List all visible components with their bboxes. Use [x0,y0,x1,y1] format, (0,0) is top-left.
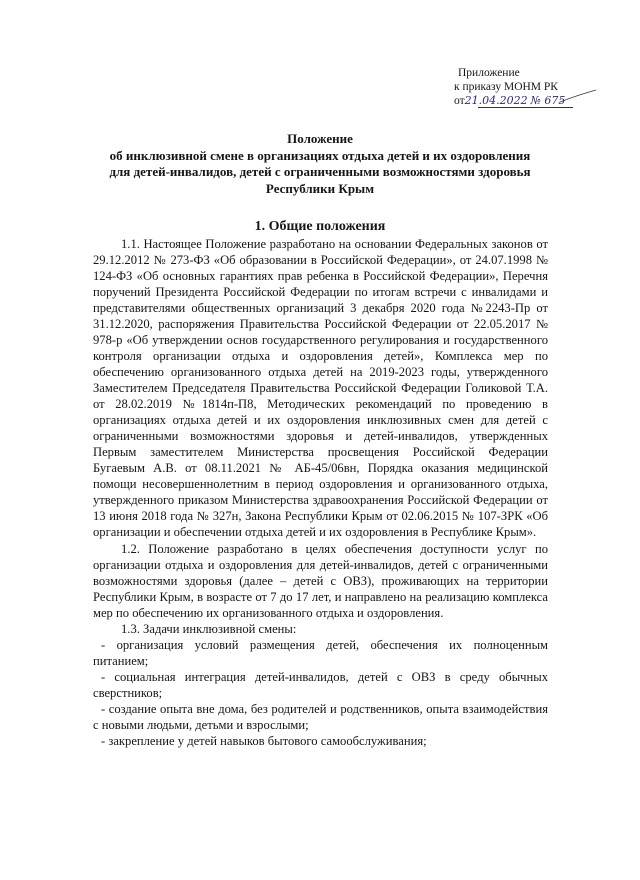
task-item: - создание опыта вне дома, без родителей и родственников, опыта взаимодействия с новыми людьми, детьми и взрослыми; [93,702,548,732]
date-underline [478,107,573,108]
document-body [93,236,548,749]
appendix-date-line [448,94,608,108]
paragraph-1-1: 1.1. Настоящее Положение разработано на основании Федеральных законов от 29.12.2012 № 273-ФЗ «Об образовании в Российской Федерации», от 24.07.1998 № 124-ФЗ «Об основных гарантиях прав ребенка в Российской Федерации», Перечня поручений Президента Российской Федерации по итогам встречи с инвалидами и представителями общественных организаций 3 декабря 2020 года №2243-Пр от 31.12.2020, распоряжения Правительства Российской Федерации от 22.05.2017 № 978-р «Об утверждении основ государственного регулирования и государственного контроля организации отдыха и оздоровления детей», Комплекса мер по обеспечению организованного отдыха детей на 2019-2023 годы, утвержденного Заместителем Председателя Правительства Российской Федерации Голиковой Т.А. от 28.02.2019 №1814п-П8, Методических рекомендаций по проведению в организациях отдыха детей и их оздоровления инклюзивных смен для детей с ограниченными возможностями здоровья и детей-инвалидов, утвержденных Первым заместителем Министерства просвещения Российской Федерации Бугаевым А.В. от 08.11.2021 № АБ-45/06вн, Порядка оказания медицинской помощи несовершеннолетним в период оздоровления и организованного отдыха, утвержденного приказом Министерства здравоохранения Российской Федерации от 13 июня 2018 года № 327н, Закона Республики Крым от 02.06.2015 № 107-ЗРК «Об организации и обеспечении отдыха детей и их оздоровления в Республике Крым». [93,237,548,539]
pen-stroke-icon [558,88,598,106]
appendix-title: Приложение [458,67,520,79]
appendix-date-prefix: от [454,95,465,107]
title-line-3: для детей-инвалидов, детей с ограниченными возможностями здоровья [109,164,531,179]
appendix-handwritten-date: 21.04.2022 [464,94,528,107]
paragraph-1-3: 1.3. Задачи инклюзивной смены: [121,622,297,636]
document-title [80,131,560,197]
task-item: - закрепление у детей навыков бытового самообслуживания; [101,734,427,748]
title-line-1: Положение [287,131,353,146]
appendix-note [448,66,608,108]
task-item: - социальная интеграция детей-инвалидов, детей с ОВЗ в среду обычных сверстников; [93,670,548,700]
title-line-2: об инклюзивной смене в организациях отдыха детей и их оздоровления [109,147,531,163]
section-heading: 1. Общие положения [254,219,386,234]
title-line-4: Республики Крым [265,180,375,196]
appendix-order-ref: к приказу МОНМ РК [454,81,558,93]
appendix-handwritten-number: № 675 [530,94,566,107]
paragraph-1-2: 1.2. Положение разработано в целях обеспечения доступности услуг по организации отдыха и оздоровления для детей-инвалидов, детей с ограниченными возможностями здоровья (далее – детей с ОВЗ), проживающих на территории Республики Крым, в возрасте от 7 до 17 лет, и направлено на реализацию комплекса мер по обеспечению их организованного отдыха и оздоровления. [93,542,548,620]
task-item: - организация условий размещения детей, обеспечения их полноценным питанием; [93,638,548,668]
